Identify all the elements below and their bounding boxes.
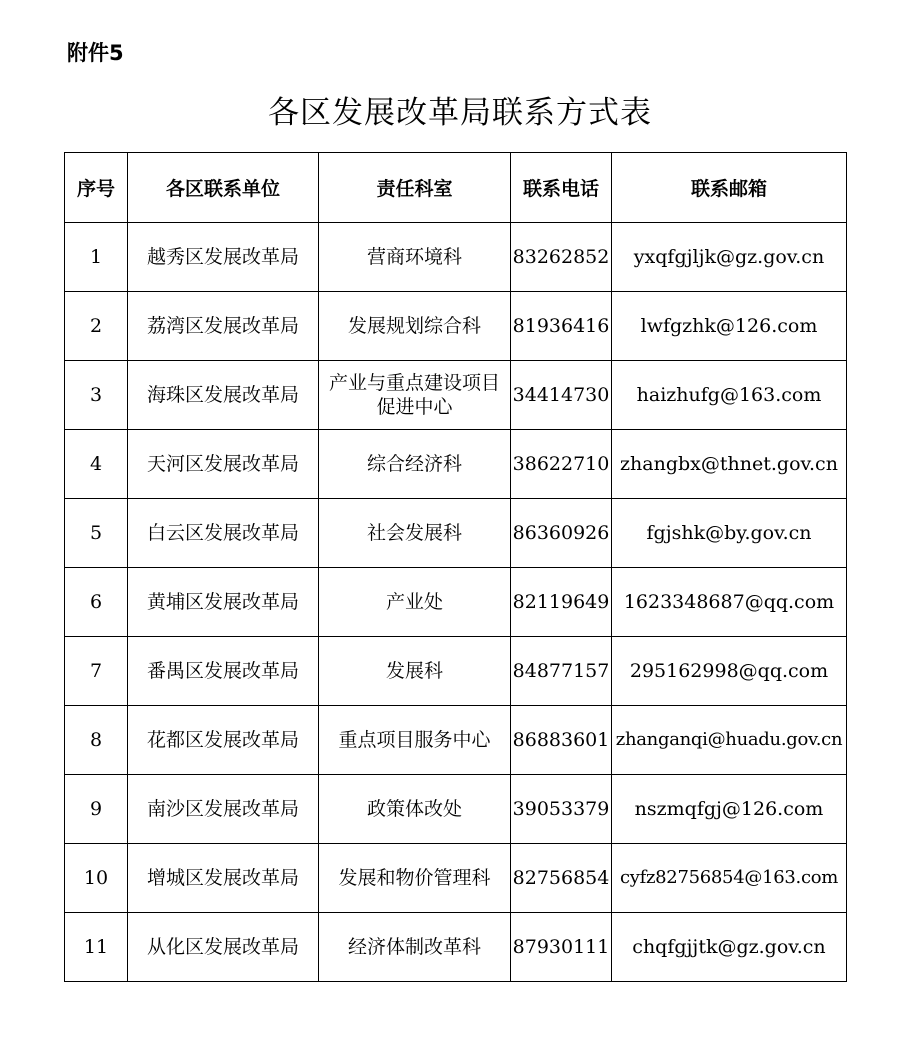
row-unit: 从化区发展改革局 (128, 913, 319, 982)
row-unit: 黄埔区发展改革局 (128, 568, 319, 637)
row-dept-line-2: 促进中心 (376, 396, 453, 418)
row-unit: 花都区发展改革局 (128, 706, 319, 775)
row-email: zhangbx@thnet.gov.cn (612, 430, 847, 499)
row-email: zhanganqi@huadu.gov.cn (612, 706, 847, 775)
row-unit: 海珠区发展改革局 (128, 361, 319, 430)
header-unit: 各区联系单位 (128, 153, 319, 223)
row-dept: 社会发展科 (319, 499, 511, 568)
row-phone: 34414730 (511, 361, 612, 430)
row-unit: 越秀区发展改革局 (128, 223, 319, 292)
header-phone: 联系电话 (511, 153, 612, 223)
header-email: 联系邮箱 (612, 153, 847, 223)
table-row (65, 361, 847, 430)
table-row (65, 568, 847, 637)
row-phone: 87930111 (511, 913, 612, 982)
row-number: 6 (65, 568, 128, 637)
row-dept: 发展和物价管理科 (319, 844, 511, 913)
row-unit: 荔湾区发展改革局 (128, 292, 319, 361)
table-row (65, 430, 847, 499)
row-dept: 发展科 (319, 637, 511, 706)
table-header-row (65, 153, 847, 223)
contacts-table (64, 152, 847, 982)
row-phone: 84877157 (511, 637, 612, 706)
table-row (65, 913, 847, 982)
row-email: yxqfgjljk@gz.gov.cn (612, 223, 847, 292)
row-phone: 81936416 (511, 292, 612, 361)
table-row (65, 637, 847, 706)
row-dept-line-1: 产业与重点建设项目 (328, 372, 500, 394)
row-number: 7 (65, 637, 128, 706)
row-dept: 发展规划综合科 (319, 292, 511, 361)
row-dept: 重点项目服务中心 (319, 706, 511, 775)
row-number: 2 (65, 292, 128, 361)
row-email: lwfgzhk@126.com (612, 292, 847, 361)
row-phone: 86360926 (511, 499, 612, 568)
table-row (65, 223, 847, 292)
row-dept: 产业处 (319, 568, 511, 637)
table-row (65, 775, 847, 844)
row-email: nszmqfgj@126.com (612, 775, 847, 844)
row-number: 4 (65, 430, 128, 499)
row-unit: 南沙区发展改革局 (128, 775, 319, 844)
row-email: cyfz82756854@163.com (612, 844, 847, 913)
row-number: 10 (65, 844, 128, 913)
table-row (65, 499, 847, 568)
row-number: 3 (65, 361, 128, 430)
row-dept: 经济体制改革科 (319, 913, 511, 982)
row-email: haizhufg@163.com (612, 361, 847, 430)
row-email: fgjshk@by.gov.cn (612, 499, 847, 568)
row-phone: 39053379 (511, 775, 612, 844)
header-dept: 责任科室 (319, 153, 511, 223)
table-row (65, 706, 847, 775)
table-row (65, 844, 847, 913)
row-number: 8 (65, 706, 128, 775)
header-no: 序号 (65, 153, 128, 223)
row-dept: 综合经济科 (319, 430, 511, 499)
row-unit: 番禺区发展改革局 (128, 637, 319, 706)
row-unit: 增城区发展改革局 (128, 844, 319, 913)
row-number: 9 (65, 775, 128, 844)
row-dept: 营商环境科 (319, 223, 511, 292)
row-dept (319, 361, 511, 430)
row-number: 5 (65, 499, 128, 568)
row-dept: 政策体改处 (319, 775, 511, 844)
row-unit: 天河区发展改革局 (128, 430, 319, 499)
row-phone: 82756854 (511, 844, 612, 913)
row-email: 295162998@qq.com (612, 637, 847, 706)
row-phone: 86883601 (511, 706, 612, 775)
row-phone: 38622710 (511, 430, 612, 499)
row-email: chqfgjjtk@gz.gov.cn (612, 913, 847, 982)
table-row (65, 292, 847, 361)
row-number: 1 (65, 223, 128, 292)
page-title: 各区发展改革局联系方式表 (268, 95, 652, 131)
row-phone: 83262852 (511, 223, 612, 292)
row-email: 1623348687@qq.com (612, 568, 847, 637)
row-phone: 82119649 (511, 568, 612, 637)
row-unit: 白云区发展改革局 (128, 499, 319, 568)
row-number: 11 (65, 913, 128, 982)
attachment-label: 附件5 (67, 41, 124, 65)
